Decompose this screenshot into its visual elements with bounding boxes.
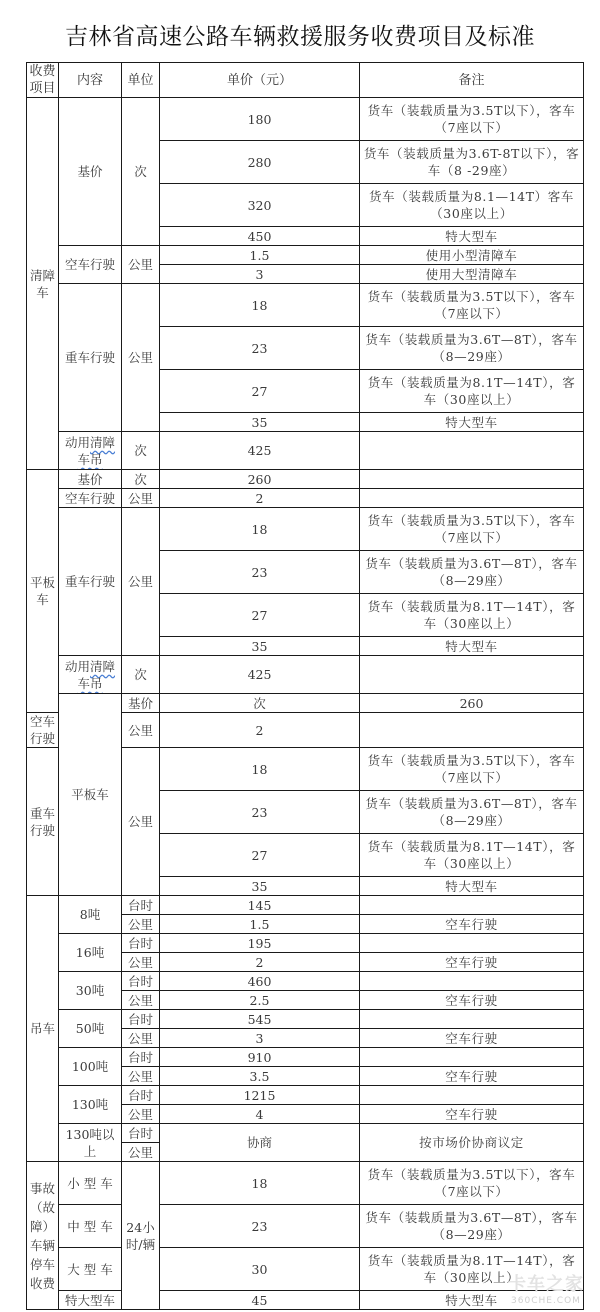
table-row <box>27 694 584 713</box>
table-header-row <box>27 63 584 98</box>
unit-cell: 公里 <box>122 953 160 972</box>
table-row <box>27 470 584 489</box>
remark-cell <box>360 489 584 508</box>
remark-cell <box>360 1048 584 1067</box>
tonnage-cell: 100吨 <box>59 1048 122 1086</box>
tonnage-cell: 50吨 <box>59 1010 122 1048</box>
remark-cell: 特大型车 <box>360 637 584 656</box>
unit-cell: 公里 <box>122 489 160 508</box>
price-cell: 2 <box>160 713 360 748</box>
content-cell: 基价 <box>59 98 122 246</box>
remark-cell <box>360 1010 584 1029</box>
unit-cell: 公里 <box>122 915 160 934</box>
table-row <box>27 98 584 141</box>
remark-cell: 货车（装载质量为3.5T以下），客车（7座以下） <box>360 1162 584 1205</box>
category-parking: 事故（故障）车辆停车收费 <box>27 1162 59 1310</box>
remark-cell <box>360 713 584 748</box>
remark-cell: 货车（装载质量为8.1—14T）客车（30座以上） <box>360 184 584 227</box>
price-cell: 1.5 <box>160 246 360 265</box>
remark-cell: 空车行驶 <box>360 1105 584 1124</box>
remark-cell: 使用小型清障车 <box>360 246 584 265</box>
table-row <box>27 1048 584 1067</box>
header-remark: 备注 <box>360 63 584 98</box>
price-cell: 320 <box>160 184 360 227</box>
price-cell: 23 <box>160 791 360 834</box>
price-cell: 35 <box>160 413 360 432</box>
unit-cell: 次 <box>122 470 160 489</box>
remark-cell: 特大型车 <box>360 1291 584 1310</box>
price-cell: 3 <box>160 265 360 284</box>
price-cell: 协商 <box>160 1124 360 1162</box>
price-cell: 425 <box>160 432 360 470</box>
unit-cell: 台时 <box>122 896 160 915</box>
tonnage-cell: 130吨以上 <box>59 1124 122 1162</box>
remark-cell: 空车行驶 <box>360 1029 584 1048</box>
unit-cell: 公里 <box>122 748 160 896</box>
content-cell: 特大型车 <box>59 1291 122 1310</box>
price-cell: 280 <box>160 141 360 184</box>
remark-cell <box>360 432 584 470</box>
price-cell: 1215 <box>160 1086 360 1105</box>
remark-cell: 空车行驶 <box>360 915 584 934</box>
table-row <box>27 1086 584 1105</box>
remark-cell: 货车（装载质量为8.1T—14T），客车（30座以上） <box>360 594 584 637</box>
unit-cell: 公里 <box>122 1067 160 1086</box>
price-cell: 18 <box>160 508 360 551</box>
tonnage-cell: 30吨 <box>59 972 122 1010</box>
unit-cell: 公里 <box>122 991 160 1010</box>
table-row <box>27 508 584 551</box>
price-cell: 2 <box>160 953 360 972</box>
content-cell: 大 型 车 <box>59 1248 122 1291</box>
remark-cell <box>360 896 584 915</box>
table-row <box>27 972 584 991</box>
price-cell: 27 <box>160 834 360 877</box>
price-cell: 195 <box>160 934 360 953</box>
unit-cell: 台时 <box>122 1086 160 1105</box>
remark-cell: 货车（装载质量为3.5T以下），客车（7座以下） <box>360 98 584 141</box>
price-cell: 23 <box>160 327 360 370</box>
header-content: 内容 <box>59 63 122 98</box>
unit-cell: 次 <box>122 432 160 470</box>
category-flatbed: 平板车 <box>59 694 122 896</box>
remark-cell <box>360 934 584 953</box>
remark-cell <box>360 656 584 694</box>
price-cell: 35 <box>160 877 360 896</box>
table-row <box>27 1010 584 1029</box>
tonnage-cell: 16吨 <box>59 934 122 972</box>
remark-cell: 空车行驶 <box>360 991 584 1010</box>
remark-cell: 空车行驶 <box>360 953 584 972</box>
unit-cell: 公里 <box>122 1105 160 1124</box>
remark-cell: 货车（装载质量为3.6T—8T），客车（8—29座） <box>360 327 584 370</box>
unit-cell: 公里 <box>122 1029 160 1048</box>
unit-cell: 次 <box>160 694 360 713</box>
price-cell: 3 <box>160 1029 360 1048</box>
unit-cell: 公里 <box>122 713 160 748</box>
content-cell: 动用清障 车吊 <box>59 656 122 694</box>
content-cell: 重车行驶 <box>59 284 122 432</box>
header-category: 收费项目 <box>27 63 59 98</box>
price-cell: 180 <box>160 98 360 141</box>
watermark-logo <box>504 1270 588 1306</box>
tonnage-cell: 130吨 <box>59 1086 122 1124</box>
price-cell: 18 <box>160 1162 360 1205</box>
remark-cell: 货车（装载质量为8.1T—14T），客车（30座以上） <box>360 1248 584 1291</box>
table-row <box>27 656 584 694</box>
price-cell: 425 <box>160 656 360 694</box>
table-row <box>27 934 584 953</box>
table-row <box>27 1162 584 1205</box>
content-cell: 中 型 车 <box>59 1205 122 1248</box>
table-row <box>27 1291 584 1310</box>
header-price: 单价（元） <box>160 63 360 98</box>
unit-cell: 台时 <box>122 1124 160 1143</box>
content-cell: 动用清障 车吊 <box>59 432 122 470</box>
unit-cell: 次 <box>122 98 160 246</box>
unit-cell: 24小时/辆 <box>122 1162 160 1310</box>
price-cell: 27 <box>160 594 360 637</box>
price-cell: 460 <box>160 972 360 991</box>
table-row <box>27 1248 584 1291</box>
price-cell: 30 <box>160 1248 360 1291</box>
price-cell: 18 <box>160 748 360 791</box>
price-cell: 2.5 <box>160 991 360 1010</box>
content-cell: 基价 <box>122 694 160 713</box>
price-cell: 4 <box>160 1105 360 1124</box>
content-cell: 空车行驶 <box>59 489 122 508</box>
unit-cell: 台时 <box>122 1010 160 1029</box>
price-cell: 23 <box>160 1205 360 1248</box>
fee-table <box>26 62 584 1310</box>
price-cell: 545 <box>160 1010 360 1029</box>
remark-cell: 货车（装载质量为3.6T—8T），客车（8—29座） <box>360 551 584 594</box>
unit-cell: 次 <box>122 656 160 694</box>
price-cell: 260 <box>360 694 584 713</box>
tonnage-cell: 8吨 <box>59 896 122 934</box>
table-row <box>27 432 584 470</box>
watermark-text: 卡车之家 <box>508 1274 584 1295</box>
price-cell: 18 <box>160 284 360 327</box>
price-cell: 45 <box>160 1291 360 1310</box>
watermark-url: 360CHE.COM <box>511 1296 581 1306</box>
remark-cell: 按市场价协商议定 <box>360 1124 584 1162</box>
price-cell: 35 <box>160 637 360 656</box>
price-cell: 145 <box>160 896 360 915</box>
unit-cell: 公里 <box>122 246 160 284</box>
table-row <box>27 284 584 327</box>
table-row <box>27 489 584 508</box>
remark-cell: 空车行驶 <box>360 1067 584 1086</box>
content-cell: 基价 <box>59 470 122 489</box>
unit-cell: 公里 <box>122 1143 160 1162</box>
category-flatbed: 平板车 <box>27 470 59 713</box>
remark-cell <box>360 1086 584 1105</box>
price-cell: 27 <box>160 370 360 413</box>
unit-cell: 台时 <box>122 1048 160 1067</box>
unit-cell: 台时 <box>122 972 160 991</box>
price-cell: 910 <box>160 1048 360 1067</box>
remark-cell: 特大型车 <box>360 413 584 432</box>
category-crane: 吊车 <box>27 896 59 1162</box>
remark-cell: 特大型车 <box>360 877 584 896</box>
remark-cell: 使用大型清障车 <box>360 265 584 284</box>
unit-cell: 台时 <box>122 934 160 953</box>
table-row <box>27 246 584 265</box>
price-cell: 260 <box>160 470 360 489</box>
price-cell: 2 <box>160 489 360 508</box>
price-cell: 3.5 <box>160 1067 360 1086</box>
header-unit: 单位 <box>122 63 160 98</box>
remark-cell <box>360 972 584 991</box>
remark-cell: 货车（装载质量为3.6T—8T），客车（8—29座） <box>360 791 584 834</box>
content-cell: 空车行驶 <box>27 713 59 748</box>
remark-cell: 特大型车 <box>360 227 584 246</box>
table-row <box>27 896 584 915</box>
remark-cell: 货车（装载质量为8.1T—14T），客车（30座以上） <box>360 370 584 413</box>
remark-cell: 货车（装载质量为3.5T以下），客车（7座以下） <box>360 284 584 327</box>
table-row <box>27 1205 584 1248</box>
price-cell: 1.5 <box>160 915 360 934</box>
remark-cell: 货车（装载质量为3.5T以下），客车（7座以下） <box>360 508 584 551</box>
unit-cell: 公里 <box>122 508 160 656</box>
content-cell: 重车行驶 <box>27 748 59 896</box>
unit-cell: 公里 <box>122 284 160 432</box>
content-cell: 重车行驶 <box>59 508 122 656</box>
remark-cell: 货车（装载质量为3.6T—8T），客车（8—29座） <box>360 1205 584 1248</box>
page-title: 吉林省高速公路车辆救援服务收费项目及标准 <box>65 24 535 50</box>
price-cell: 23 <box>160 551 360 594</box>
remark-cell: 货车（装载质量为3.5T以下），客车（7座以下） <box>360 748 584 791</box>
remark-cell: 货车（装载质量为3.6T-8T以下），客车（8 -29座） <box>360 141 584 184</box>
content-cell: 空车行驶 <box>59 246 122 284</box>
table-row <box>27 1124 584 1143</box>
remark-cell: 货车（装载质量为8.1T—14T），客车（30座以上） <box>360 834 584 877</box>
price-cell: 450 <box>160 227 360 246</box>
remark-cell <box>360 470 584 489</box>
content-cell: 小 型 车 <box>59 1162 122 1205</box>
category-tow-truck: 清障车 <box>27 98 59 470</box>
